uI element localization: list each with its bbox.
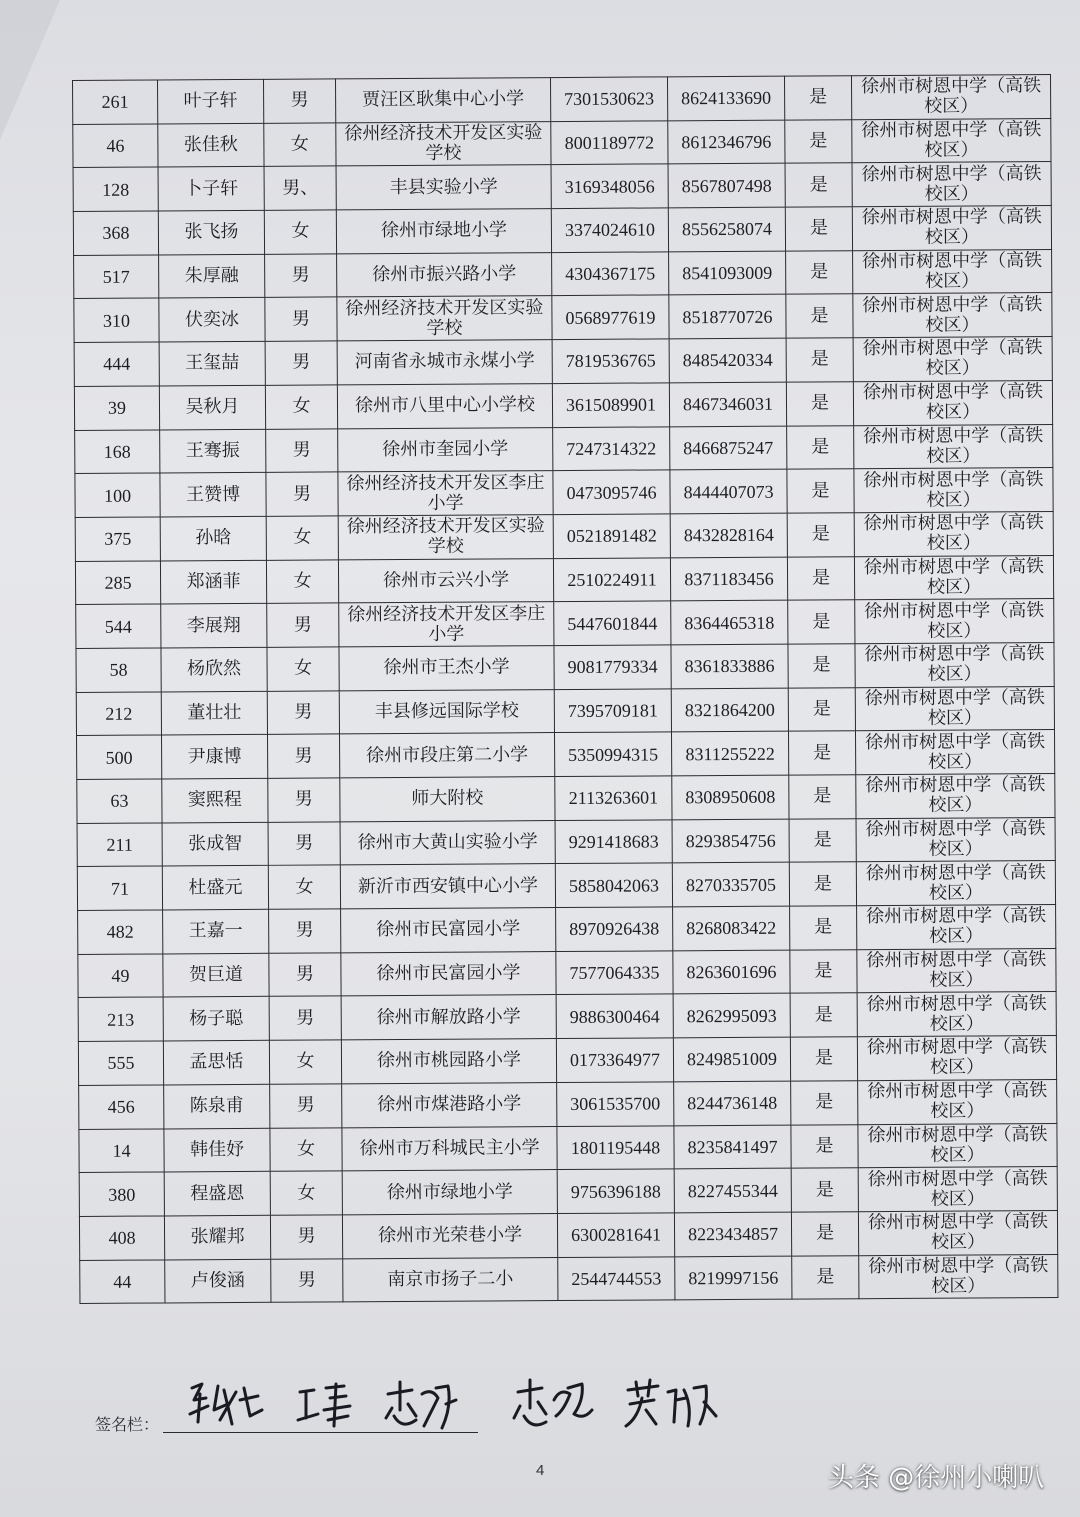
student-name-cell: 杨子聪	[163, 997, 269, 1041]
gender-cell: 男	[265, 341, 337, 385]
gender-cell: 男	[270, 1215, 342, 1259]
gender-cell: 男	[266, 428, 338, 472]
student-name-cell: 杨欣然	[161, 647, 267, 691]
page-fold-shadow	[0, 0, 60, 140]
school-cell: 徐州市大黄山实验小学	[340, 820, 555, 865]
table-row	[78, 1036, 1056, 1086]
code2-cell: 8556258074	[668, 207, 785, 251]
student-name-cell: 王赞博	[160, 473, 266, 517]
gender-cell: 女	[264, 123, 336, 167]
flag-cell: 是	[791, 1212, 858, 1256]
signature-2	[298, 1384, 350, 1426]
watermark-text: 头条 @徐州小喇叭	[828, 1463, 1045, 1493]
flag-cell: 是	[788, 731, 855, 775]
school-cell: 徐州经济技术开发区实验学校	[336, 121, 551, 166]
table-row	[75, 511, 1053, 561]
gender-cell: 男	[269, 953, 341, 997]
student-name-cell: 董壮壮	[161, 691, 267, 735]
signature-5	[626, 1380, 716, 1426]
code2-cell: 8361833886	[671, 644, 788, 688]
student-name-cell: 杜盛元	[162, 866, 268, 910]
row-id-cell: 44	[80, 1260, 165, 1304]
gender-cell: 男	[266, 472, 338, 516]
gender-cell: 女	[264, 210, 336, 254]
destination-cell: 徐州市树恩中学（高铁校区）	[853, 380, 1052, 425]
code1-cell: 9886300464	[556, 994, 673, 1038]
signature-3	[386, 1382, 456, 1428]
school-cell: 徐州市云兴小学	[338, 558, 553, 603]
code1-cell: 7247314322	[553, 426, 670, 470]
code1-cell: 2113263601	[555, 776, 672, 820]
code2-cell: 8219997156	[675, 1256, 792, 1300]
flag-cell: 是	[788, 687, 855, 731]
destination-cell: 徐州市树恩中学（高铁校区）	[855, 599, 1054, 644]
gender-cell: 女	[270, 1171, 342, 1215]
destination-cell: 徐州市树恩中学（高铁校区）	[857, 905, 1056, 950]
table-row	[74, 249, 1052, 299]
code2-cell: 8268083422	[673, 906, 790, 950]
row-id-cell: 375	[75, 517, 160, 561]
row-id-cell: 500	[77, 735, 162, 779]
flag-cell: 是	[789, 818, 856, 862]
student-name-cell: 卢俊涵	[165, 1259, 271, 1303]
page-number: 4	[536, 1462, 545, 1479]
code1-cell: 7395709181	[554, 688, 671, 732]
code1-cell: 5350994315	[554, 732, 671, 776]
student-name-cell: 尹康博	[162, 735, 268, 779]
flag-cell: 是	[792, 1255, 859, 1299]
code2-cell: 8624133690	[667, 76, 784, 120]
code1-cell: 3615089901	[552, 383, 669, 427]
destination-cell: 徐州市树恩中学（高铁校区）	[851, 75, 1050, 120]
roster-table	[72, 74, 1058, 1304]
table-row	[80, 1254, 1058, 1304]
code2-cell: 8467346031	[669, 382, 786, 426]
code2-cell: 8432828164	[670, 513, 787, 557]
table-row	[77, 730, 1055, 780]
table-row	[76, 599, 1054, 649]
school-cell: 河南省永城市永煤小学	[337, 340, 552, 385]
row-id-cell: 482	[78, 910, 163, 954]
handwritten-signatures	[180, 1370, 820, 1440]
code1-cell: 2510224911	[553, 557, 670, 601]
table-row	[73, 162, 1051, 212]
student-name-cell: 叶子轩	[158, 79, 264, 123]
code1-cell: 9291418683	[555, 820, 672, 864]
school-cell: 徐州市民富园小学	[341, 951, 556, 996]
flag-cell: 是	[787, 513, 854, 557]
row-id-cell: 49	[78, 954, 163, 998]
gender-cell: 女	[266, 559, 338, 603]
code2-cell: 8567807498	[668, 164, 785, 208]
flag-cell: 是	[791, 1081, 858, 1125]
code2-cell: 8485420334	[669, 338, 786, 382]
flag-cell: 是	[784, 76, 851, 120]
table-row	[73, 206, 1051, 256]
gender-cell: 男	[271, 1258, 343, 1302]
code2-cell: 8308950608	[672, 775, 789, 819]
row-id-cell: 444	[74, 342, 159, 386]
flag-cell: 是	[787, 556, 854, 600]
school-cell: 丰县实验小学	[336, 165, 551, 210]
destination-cell: 徐州市树恩中学（高铁校区）	[853, 337, 1052, 382]
gender-cell: 男	[270, 1084, 342, 1128]
destination-cell: 徐州市树恩中学（高铁校区）	[858, 1210, 1057, 1255]
student-name-cell: 孟思恬	[163, 1040, 269, 1084]
gender-cell: 男	[263, 79, 335, 123]
gender-cell: 女	[270, 1127, 342, 1171]
flag-cell: 是	[786, 382, 853, 426]
flag-cell: 是	[787, 425, 854, 469]
table-row	[77, 774, 1055, 824]
school-cell: 徐州市民富园小学	[341, 908, 556, 953]
code2-cell: 8293854756	[672, 819, 789, 863]
row-id-cell: 39	[74, 386, 159, 430]
code1-cell: 7301530623	[550, 77, 667, 121]
destination-cell: 徐州市树恩中学（高铁校区）	[855, 730, 1054, 775]
row-id-cell: 285	[75, 561, 160, 605]
school-cell: 丰县修远国际学校	[339, 689, 554, 734]
destination-cell: 徐州市树恩中学（高铁校区）	[852, 118, 1051, 163]
signature-1	[190, 1384, 262, 1424]
signature-4	[514, 1380, 592, 1425]
row-id-cell: 168	[75, 429, 160, 473]
signature-area	[95, 1370, 795, 1450]
code1-cell: 7819536765	[552, 339, 669, 383]
row-id-cell: 213	[78, 997, 163, 1041]
gender-cell: 男	[268, 734, 340, 778]
row-id-cell: 100	[75, 473, 160, 517]
school-cell: 徐州经济技术开发区李庄小学	[339, 602, 554, 647]
row-id-cell: 456	[79, 1085, 164, 1129]
school-cell: 徐州市万科城民主小学	[342, 1126, 557, 1171]
flag-cell: 是	[790, 949, 857, 993]
code1-cell: 9756396188	[557, 1169, 674, 1213]
flag-cell: 是	[790, 906, 857, 950]
code1-cell: 3169348056	[551, 164, 668, 208]
code1-cell: 4304367175	[552, 252, 669, 296]
table-row	[76, 642, 1054, 692]
school-cell: 徐州经济技术开发区李庄小学	[338, 471, 553, 516]
destination-cell: 徐州市树恩中学（高铁校区）	[852, 206, 1051, 251]
flag-cell: 是	[785, 207, 852, 251]
school-cell: 徐州市绿地小学	[336, 209, 551, 254]
student-name-cell: 贺巨道	[163, 953, 269, 997]
destination-cell: 徐州市树恩中学（高铁校区）	[854, 555, 1053, 600]
school-cell: 新沂市西安镇中心小学	[340, 864, 555, 909]
row-id-cell: 261	[73, 80, 158, 124]
code1-cell: 6300281641	[557, 1213, 674, 1257]
table-row	[74, 293, 1052, 343]
destination-cell: 徐州市树恩中学（高铁校区）	[855, 642, 1054, 687]
destination-cell: 徐州市树恩中学（高铁校区）	[857, 948, 1056, 993]
row-id-cell: 211	[77, 823, 162, 867]
student-name-cell: 张佳秋	[158, 123, 264, 167]
school-cell: 徐州市段庄第二小学	[340, 733, 555, 778]
row-id-cell: 63	[77, 779, 162, 823]
code2-cell: 8612346796	[668, 120, 785, 164]
code2-cell: 8263601696	[673, 950, 790, 994]
code1-cell: 0521891482	[553, 514, 670, 558]
destination-cell: 徐州市树恩中学（高铁校区）	[853, 249, 1052, 294]
row-id-cell: 380	[79, 1172, 164, 1216]
gender-cell: 男	[265, 254, 337, 298]
gender-cell: 女	[267, 647, 339, 691]
row-id-cell: 71	[77, 866, 162, 910]
destination-cell: 徐州市树恩中学（高铁校区）	[856, 861, 1055, 906]
gender-cell: 男	[267, 691, 339, 735]
table-row	[74, 337, 1052, 387]
table-row	[79, 1167, 1057, 1217]
student-name-cell: 王骞振	[160, 429, 266, 473]
destination-cell: 徐州市树恩中学（高铁校区）	[855, 686, 1054, 731]
destination-cell: 徐州市树恩中学（高铁校区）	[858, 1123, 1057, 1168]
destination-cell: 徐州市树恩中学（高铁校区）	[854, 424, 1053, 469]
school-cell: 徐州市煤港路小学	[342, 1082, 557, 1127]
student-name-cell: 吴秋月	[159, 385, 265, 429]
code1-cell: 7577064335	[556, 951, 673, 995]
gender-cell: 女	[265, 385, 337, 429]
school-cell: 徐州市奎园小学	[338, 427, 553, 472]
gender-cell: 男、	[264, 166, 336, 210]
row-id-cell: 58	[76, 648, 161, 692]
code1-cell: 9081779334	[554, 645, 671, 689]
table-row	[75, 555, 1053, 605]
code1-cell: 3374024610	[551, 208, 668, 252]
code1-cell: 0173364977	[556, 1038, 673, 1082]
code2-cell: 8223434857	[674, 1212, 791, 1256]
code1-cell: 0473095746	[553, 470, 670, 514]
student-name-cell: 张飞扬	[158, 210, 264, 254]
row-id-cell: 408	[79, 1216, 164, 1260]
row-id-cell: 555	[78, 1041, 163, 1085]
table-row	[78, 905, 1056, 955]
code2-cell: 8249851009	[673, 1037, 790, 1081]
row-id-cell: 14	[79, 1128, 164, 1172]
flag-cell: 是	[788, 644, 855, 688]
code2-cell: 8311255222	[671, 731, 788, 775]
row-id-cell: 544	[76, 604, 161, 648]
destination-cell: 徐州市树恩中学（高铁校区）	[854, 468, 1053, 513]
flag-cell: 是	[791, 1124, 858, 1168]
school-cell: 徐州市振兴路小学	[337, 252, 552, 297]
gender-cell: 男	[268, 822, 340, 866]
flag-cell: 是	[788, 600, 855, 644]
gender-cell: 男	[269, 996, 341, 1040]
table-row	[78, 948, 1056, 998]
school-cell: 徐州经济技术开发区实验学校	[337, 296, 552, 341]
table-row	[74, 380, 1052, 430]
destination-cell: 徐州市树恩中学（高铁校区）	[856, 817, 1055, 862]
table-row	[73, 75, 1051, 125]
flag-cell: 是	[789, 862, 856, 906]
code1-cell: 5858042063	[555, 863, 672, 907]
school-cell: 徐州市解放路小学	[341, 995, 556, 1040]
school-cell: 徐州市王杰小学	[339, 646, 554, 691]
gender-cell: 男	[267, 603, 339, 647]
table-row	[79, 1079, 1057, 1129]
table-row	[77, 861, 1055, 911]
student-name-cell: 郑涵菲	[160, 560, 266, 604]
destination-cell: 徐州市树恩中学（高铁校区）	[858, 1079, 1057, 1124]
code1-cell: 1801195448	[557, 1125, 674, 1169]
gender-cell: 男	[265, 297, 337, 341]
school-cell: 徐州市桃园路小学	[341, 1039, 556, 1084]
gender-cell: 男	[268, 778, 340, 822]
student-name-cell: 王嘉一	[163, 909, 269, 953]
student-name-cell: 李展翔	[161, 604, 267, 648]
code1-cell: 8001189772	[551, 121, 668, 165]
code1-cell: 5447601844	[554, 601, 671, 645]
code2-cell: 8466875247	[670, 426, 787, 470]
code1-cell: 3061535700	[557, 1082, 674, 1126]
destination-cell: 徐州市树恩中学（高铁校区）	[859, 1254, 1058, 1299]
code1-cell: 2544744553	[558, 1256, 675, 1300]
table-row	[77, 817, 1055, 867]
gender-cell: 男	[269, 909, 341, 953]
flag-cell: 是	[786, 338, 853, 382]
table-row	[73, 118, 1051, 168]
table-row	[75, 424, 1053, 474]
school-cell: 师大附校	[340, 777, 555, 822]
row-id-cell: 368	[73, 211, 158, 255]
student-name-cell: 张成智	[162, 822, 268, 866]
student-name-cell: 韩佳妤	[164, 1128, 270, 1172]
code1-cell: 0568977619	[552, 295, 669, 339]
student-name-cell: 王玺喆	[159, 341, 265, 385]
student-name-cell: 陈泉甫	[164, 1084, 270, 1128]
student-name-cell: 窦熙程	[162, 778, 268, 822]
code2-cell: 8541093009	[669, 251, 786, 295]
student-name-cell: 程盛恩	[164, 1171, 270, 1215]
student-name-cell: 张耀邦	[164, 1215, 270, 1259]
code2-cell: 8518770726	[669, 295, 786, 339]
gender-cell: 女	[269, 1040, 341, 1084]
table-row	[75, 468, 1053, 518]
flag-cell: 是	[787, 469, 854, 513]
flag-cell: 是	[785, 119, 852, 163]
code2-cell: 8364465318	[671, 600, 788, 644]
student-name-cell: 伏奕冰	[159, 298, 265, 342]
code2-cell: 8235841497	[674, 1125, 791, 1169]
student-name-cell: 孙晗	[160, 516, 266, 560]
destination-cell: 徐州市树恩中学（高铁校区）	[852, 162, 1051, 207]
school-cell: 徐州市绿地小学	[342, 1170, 557, 1215]
school-cell: 贾汪区耿集中心小学	[335, 78, 550, 123]
gender-cell: 女	[268, 865, 340, 909]
code2-cell: 8227455344	[674, 1168, 791, 1212]
flag-cell: 是	[791, 1168, 858, 1212]
row-id-cell: 212	[76, 692, 161, 736]
row-id-cell: 46	[73, 124, 158, 168]
student-name-cell: 朱厚融	[159, 254, 265, 298]
row-id-cell: 517	[74, 255, 159, 299]
table-row	[76, 686, 1054, 736]
destination-cell: 徐州市树恩中学（高铁校区）	[854, 511, 1053, 556]
flag-cell: 是	[785, 163, 852, 207]
table-row	[79, 1123, 1057, 1173]
code2-cell: 8262995093	[673, 994, 790, 1038]
signature-label: 签名栏：	[95, 1415, 160, 1434]
flag-cell: 是	[786, 250, 853, 294]
code1-cell: 8970926438	[556, 907, 673, 951]
code2-cell: 8371183456	[670, 557, 787, 601]
destination-cell: 徐州市树恩中学（高铁校区）	[857, 992, 1056, 1037]
flag-cell: 是	[786, 294, 853, 338]
code2-cell: 8244736148	[674, 1081, 791, 1125]
school-cell: 南京市扬子二小	[343, 1257, 558, 1302]
flag-cell: 是	[790, 993, 857, 1037]
destination-cell: 徐州市树恩中学（高铁校区）	[857, 1036, 1056, 1081]
destination-cell: 徐州市树恩中学（高铁校区）	[856, 774, 1055, 819]
roster-body	[73, 75, 1058, 1304]
destination-cell: 徐州市树恩中学（高铁校区）	[858, 1167, 1057, 1212]
row-id-cell: 310	[74, 298, 159, 342]
code2-cell: 8444407073	[670, 469, 787, 513]
school-cell: 徐州市八里中心小学校	[337, 383, 552, 428]
table-row	[79, 1210, 1057, 1260]
school-cell: 徐州经济技术开发区实验学校	[338, 514, 553, 559]
flag-cell: 是	[789, 775, 856, 819]
flag-cell: 是	[790, 1037, 857, 1081]
code2-cell: 8321864200	[671, 688, 788, 732]
code2-cell: 8270335705	[672, 863, 789, 907]
gender-cell: 女	[266, 516, 338, 560]
school-cell: 徐州市光荣巷小学	[342, 1213, 557, 1258]
table-row	[78, 992, 1056, 1042]
row-id-cell: 128	[73, 167, 158, 211]
destination-cell: 徐州市树恩中学（高铁校区）	[853, 293, 1052, 338]
student-name-cell: 卜子轩	[158, 167, 264, 211]
